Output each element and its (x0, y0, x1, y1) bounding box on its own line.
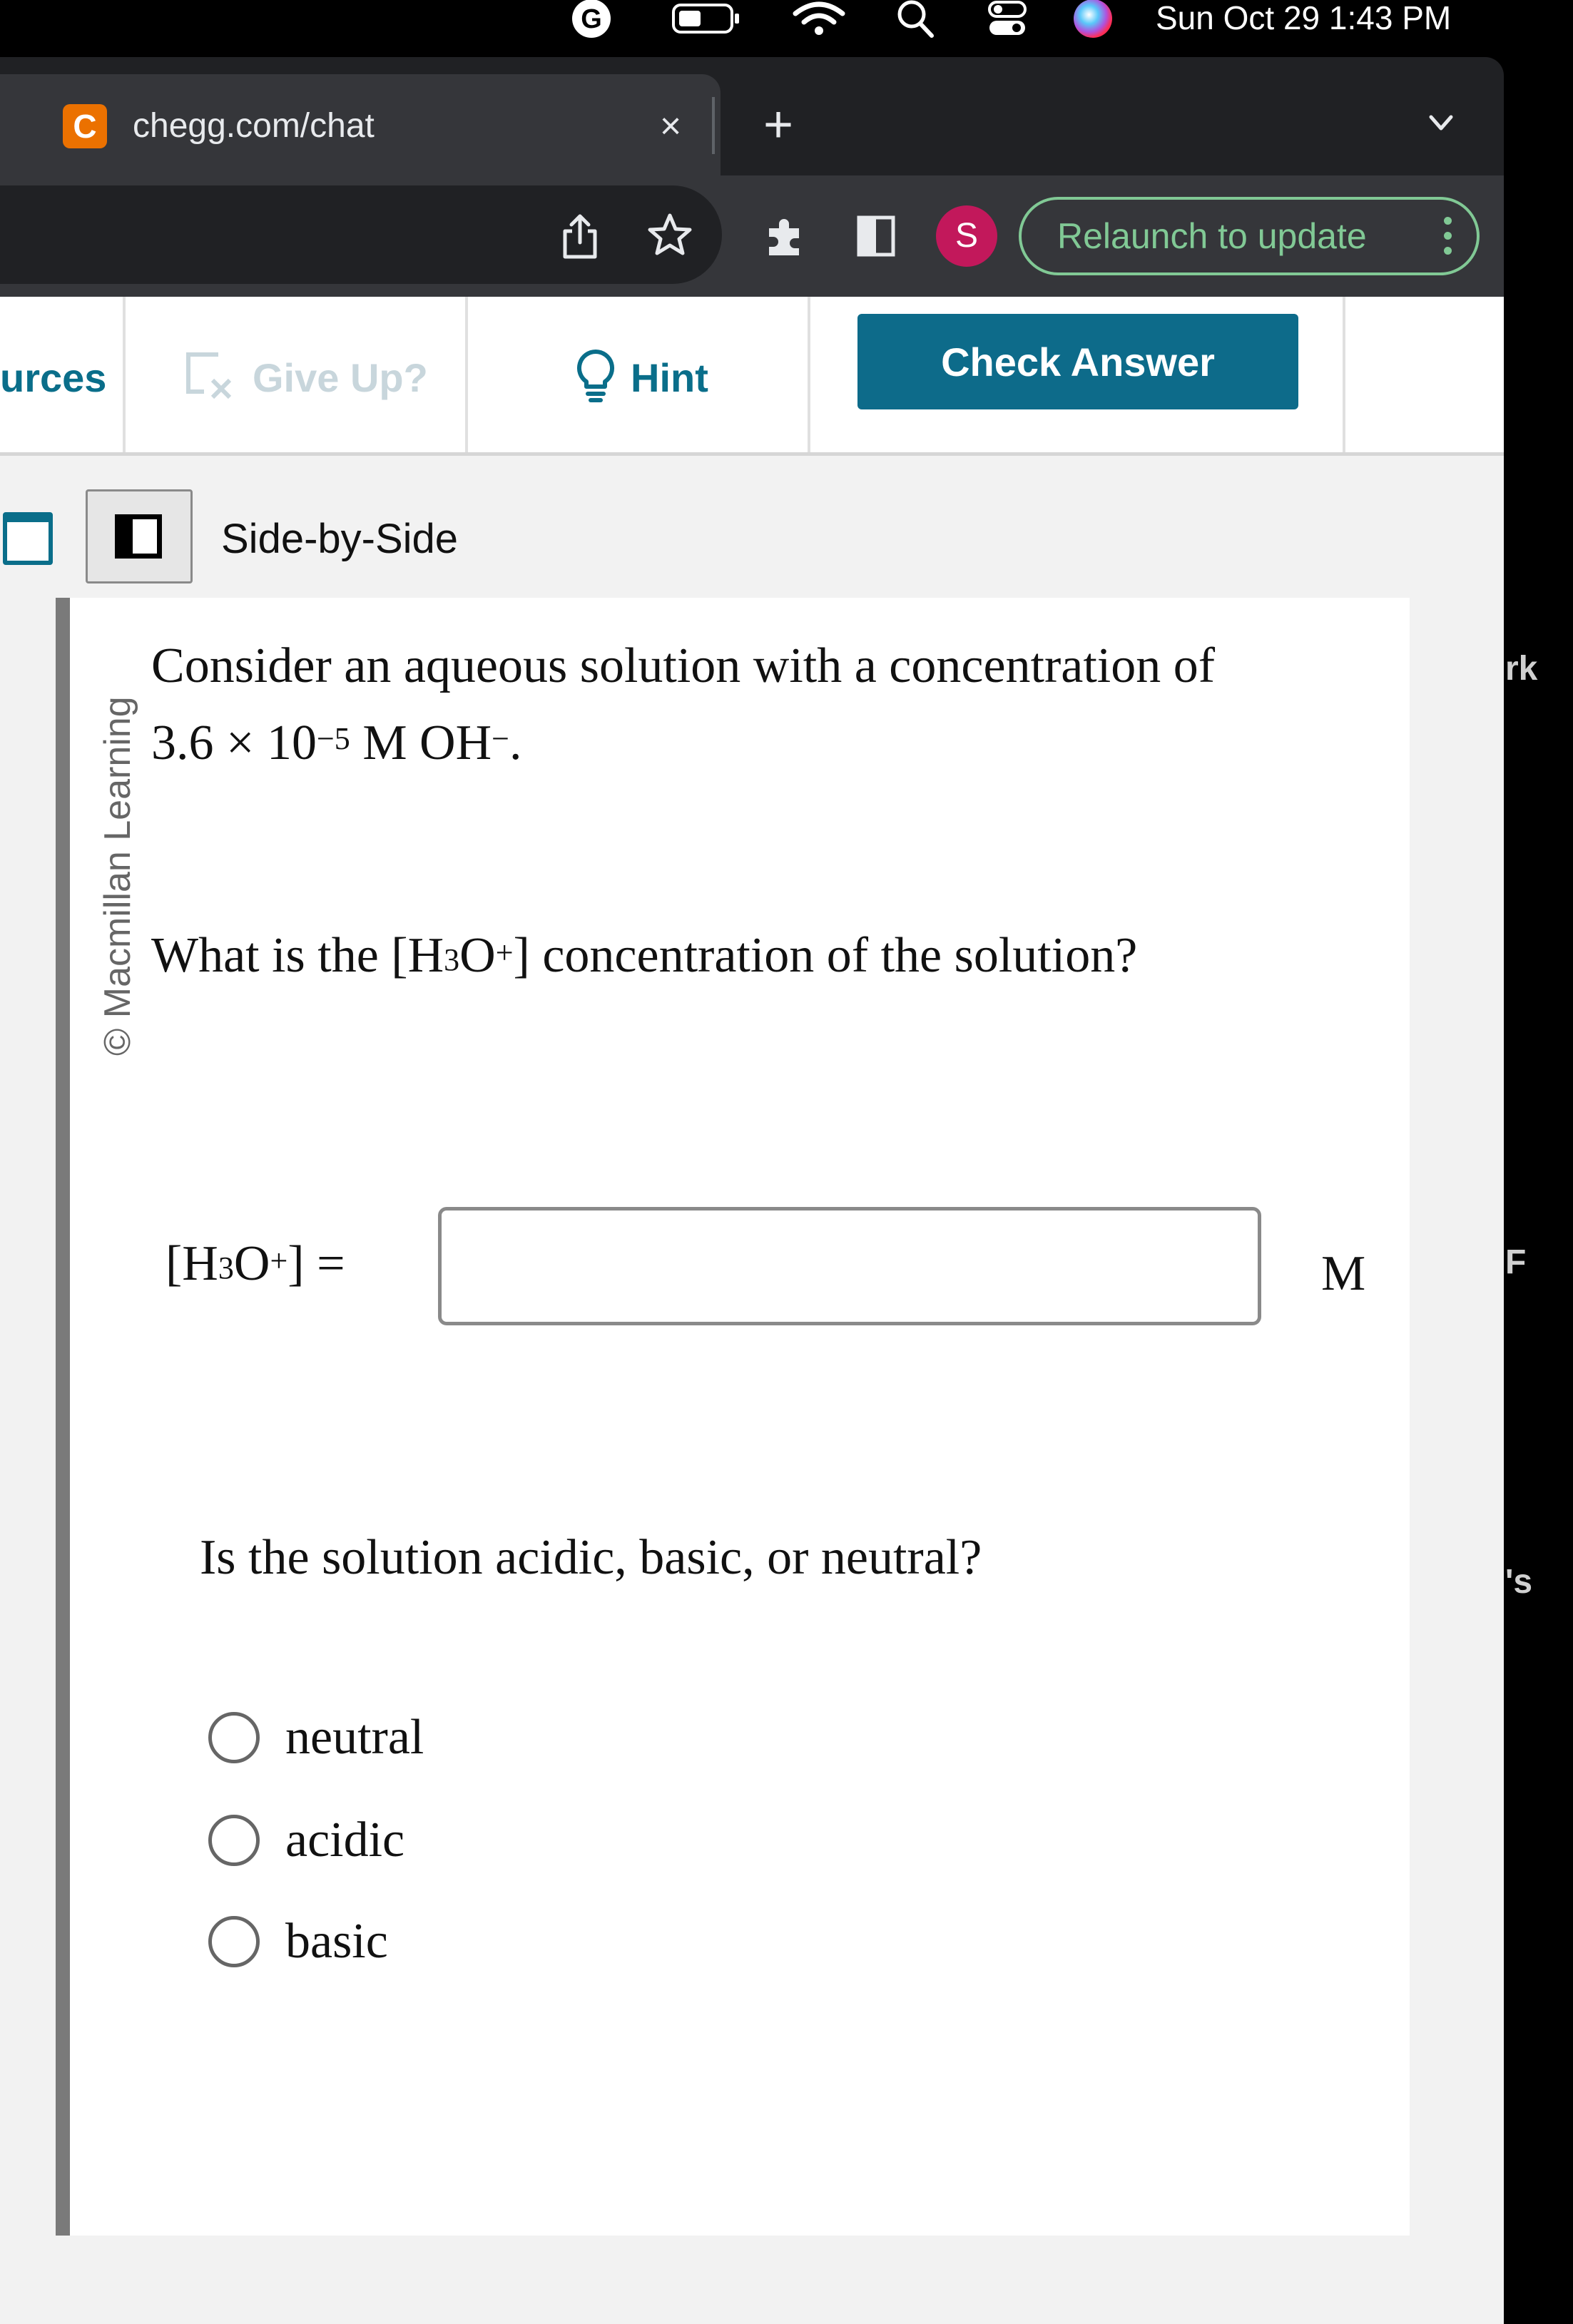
answer-label-oxygen: O (233, 1236, 270, 1291)
new-tab-button[interactable]: + (763, 96, 794, 153)
q-what-suffix: ] concentration of the solution? (513, 928, 1138, 983)
macos-menu-bar (0, 0, 1573, 37)
question-panel (56, 598, 1410, 2236)
answer-label-prefix: [H (166, 1236, 218, 1291)
hint-button[interactable] (575, 338, 708, 417)
profile-avatar[interactable]: S (936, 205, 997, 267)
question-intro (151, 628, 1407, 782)
hint-label: Hint (631, 355, 708, 400)
q-what-subscript: 3 (444, 942, 460, 977)
chegg-favicon-icon: C (63, 104, 107, 148)
action-bar-divider (465, 297, 468, 452)
side-by-side-icon (115, 514, 162, 559)
edge-text-fragment: rk (1505, 650, 1538, 688)
q-what-oxygen: O (459, 928, 496, 983)
concentration-unit: M OH (350, 715, 492, 770)
wifi-icon[interactable] (790, 1, 847, 36)
extensions-puzzle-icon[interactable] (760, 211, 810, 261)
q-what-prefix: What is the [H (151, 928, 444, 983)
tab-search-chevron-icon[interactable] (1420, 107, 1462, 150)
more-menu-icon[interactable] (1444, 217, 1452, 262)
give-up-label: Give Up? (253, 355, 428, 400)
action-bar-divider (808, 297, 810, 452)
hydroxide-charge: − (492, 721, 509, 756)
option-label: basic (285, 1914, 388, 1969)
relaunch-to-update-button[interactable] (1019, 197, 1480, 275)
option-label: neutral (285, 1710, 424, 1765)
radio-button[interactable] (208, 1916, 260, 1967)
edge-text-fragment: F (1505, 1243, 1527, 1281)
concentration-value: 3.6 × 10 (151, 715, 317, 770)
intro-text: Consider an aqueous solution with a concentration of (151, 638, 1216, 693)
address-bar[interactable] (0, 185, 722, 284)
radio-button[interactable] (208, 1712, 260, 1763)
answer-unit: M (1321, 1246, 1366, 1301)
svg-text:G: G (581, 4, 602, 34)
tab-close-icon[interactable]: × (659, 106, 682, 147)
siri-icon[interactable] (1070, 1, 1116, 36)
answer-label-charge: + (270, 1243, 288, 1278)
hydronium-concentration-input[interactable] (438, 1207, 1261, 1325)
q-what-charge: + (495, 935, 514, 970)
give-up-button[interactable] (183, 338, 428, 417)
background-window-edge (1504, 0, 1573, 2324)
resources-button[interactable]: urces (0, 355, 107, 400)
grammarly-icon[interactable] (569, 1, 614, 36)
menu-bar-clock[interactable]: Sun Oct 29 1:43 PM (1156, 0, 1452, 36)
answer-label-suffix: ] = (287, 1236, 345, 1291)
option-basic[interactable] (208, 1906, 388, 1977)
check-answer-button[interactable]: Check Answer (857, 314, 1298, 409)
edge-text-fragment: 's (1505, 1563, 1533, 1601)
action-bar-divider (123, 297, 126, 452)
lightbulb-icon (575, 348, 616, 407)
question-hydronium (151, 920, 1137, 992)
view-mode-label: Side-by-Side (221, 516, 459, 562)
option-neutral[interactable] (208, 1702, 424, 1773)
control-center-icon[interactable] (984, 1, 1030, 36)
concentration-exponent: −5 (316, 721, 350, 756)
concentration-end: . (509, 715, 522, 770)
action-bar-divider (1343, 297, 1345, 452)
copyright-notice: © Macmillan Learning (97, 696, 138, 1056)
relaunch-label: Relaunch to update (1057, 216, 1367, 256)
side-by-side-view-toggle[interactable] (86, 489, 193, 583)
bookmark-star-icon[interactable] (645, 210, 695, 260)
option-label: acidic (285, 1813, 405, 1867)
side-panel-icon[interactable] (855, 211, 897, 261)
give-up-icon (183, 349, 237, 407)
answer-label-subscript: 3 (218, 1250, 234, 1285)
answer-label (166, 1228, 345, 1300)
share-icon[interactable] (556, 210, 604, 263)
question-acidity: Is the solution acidic, basic, or neutral? (200, 1530, 982, 1585)
radio-button[interactable] (208, 1815, 260, 1866)
tab-divider (712, 97, 715, 154)
single-view-toggle[interactable] (3, 512, 53, 565)
tab-title[interactable]: chegg.com/chat (133, 107, 375, 145)
option-acidic[interactable] (208, 1805, 404, 1876)
battery-icon[interactable] (671, 1, 742, 36)
spotlight-search-icon[interactable] (892, 1, 937, 36)
